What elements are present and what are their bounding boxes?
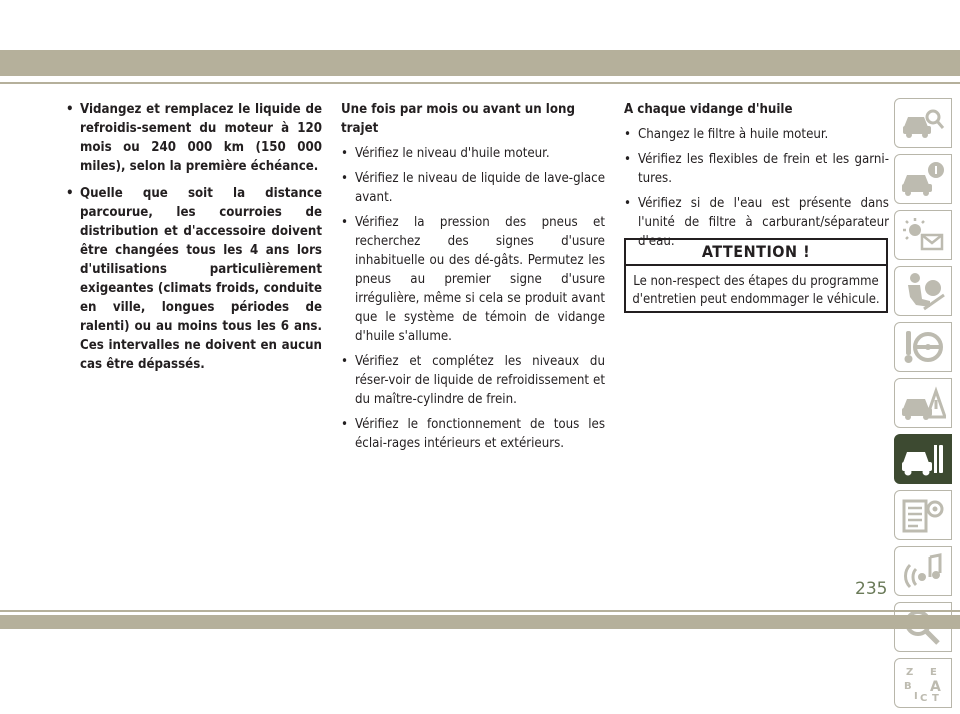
svg-text:C: C: [920, 693, 928, 703]
svg-text:I: I: [914, 691, 918, 702]
steering-wheel-key-icon[interactable]: [894, 322, 952, 372]
top-decorative-band: [0, 50, 960, 76]
column-monthly-checks: [341, 100, 605, 459]
page-number: 235: [855, 579, 888, 599]
svg-text:E: E: [930, 667, 937, 678]
bullet-item: • Vérifiez la pression des pneus et recherchez des signes d'usure inhabituelle ou des dé-gâts. Permutez les pneus au premier signe d'usure irrégulière, même si cela se produit avant que le système de témoin de vidange d'huile s'allume.: [341, 213, 605, 346]
svg-text:Z: Z: [906, 667, 914, 678]
top-divider: [0, 82, 960, 84]
car-info-icon[interactable]: [894, 154, 952, 204]
multimedia-icon[interactable]: [894, 546, 952, 596]
section-heading: Une fois par mois ou avant un long trajet: [341, 102, 575, 136]
bottom-decorative-band: [0, 615, 960, 629]
attention-box: [624, 238, 888, 313]
bullet-item: • Vérifiez et complétez les niveaux du réser-voir de liquide de refroidissement et du maître-cylindre de frein.: [341, 352, 605, 409]
bullet-item: • Quelle que soit la distance parcourue, les courroies de distribution et d'accessoire doivent être changées tous les 4 ans lors d'utilisations particulièrement exigeantes (climats froids, conduite en ville, longues périodes de ralenti) ou au moins tous les 6 ans. Ces intervalles ne doivent en aucun cas être dépassés.: [66, 184, 322, 374]
attention-body: Le non-respect des étapes du programme d'entretien peut endommager le véhicule.: [632, 274, 880, 307]
specifications-gear-icon[interactable]: [894, 490, 952, 540]
bullet-item: • Vérifiez si de l'eau est présente dans l'unité de filtre à carburant/séparateur d'eau.: [624, 194, 889, 251]
svg-text:A: A: [930, 679, 941, 695]
section-heading: A chaque vidange d'huile: [624, 102, 793, 117]
attention-title: ATTENTION !: [626, 240, 886, 266]
car-magnifier-icon[interactable]: [894, 98, 952, 148]
car-breakdown-icon[interactable]: [894, 378, 952, 428]
column-oil-change: [624, 100, 889, 257]
alphabetical-index-icon[interactable]: [894, 658, 952, 708]
column-coolant-belts: [66, 100, 322, 382]
warning-lights-message-icon[interactable]: [894, 210, 952, 260]
svg-text:T: T: [932, 693, 939, 703]
svg-text:B: B: [904, 681, 912, 692]
bullet-item: • Vérifiez les flexibles de frein et les garni-tures.: [624, 150, 889, 188]
passenger-airbag-icon[interactable]: [894, 266, 952, 316]
bullet-item: • Vérifiez le fonctionnement de tous les éclai-rages intérieurs et extérieurs.: [341, 415, 605, 453]
bullet-item: • Vérifiez le niveau de liquide de lave-glace avant.: [341, 169, 605, 207]
bottom-divider: [0, 610, 960, 612]
bullet-item: • Vérifiez le niveau d'huile moteur.: [341, 144, 605, 163]
bullet-item: • Vidangez et remplacez le liquide de refroidis-sement du moteur à 120 mois ou 240 000 km (150 000 miles), selon la première échéance.: [66, 100, 322, 176]
car-maintenance-icon[interactable]: [894, 434, 952, 484]
bullet-item: • Changez le filtre à huile moteur.: [624, 125, 889, 144]
